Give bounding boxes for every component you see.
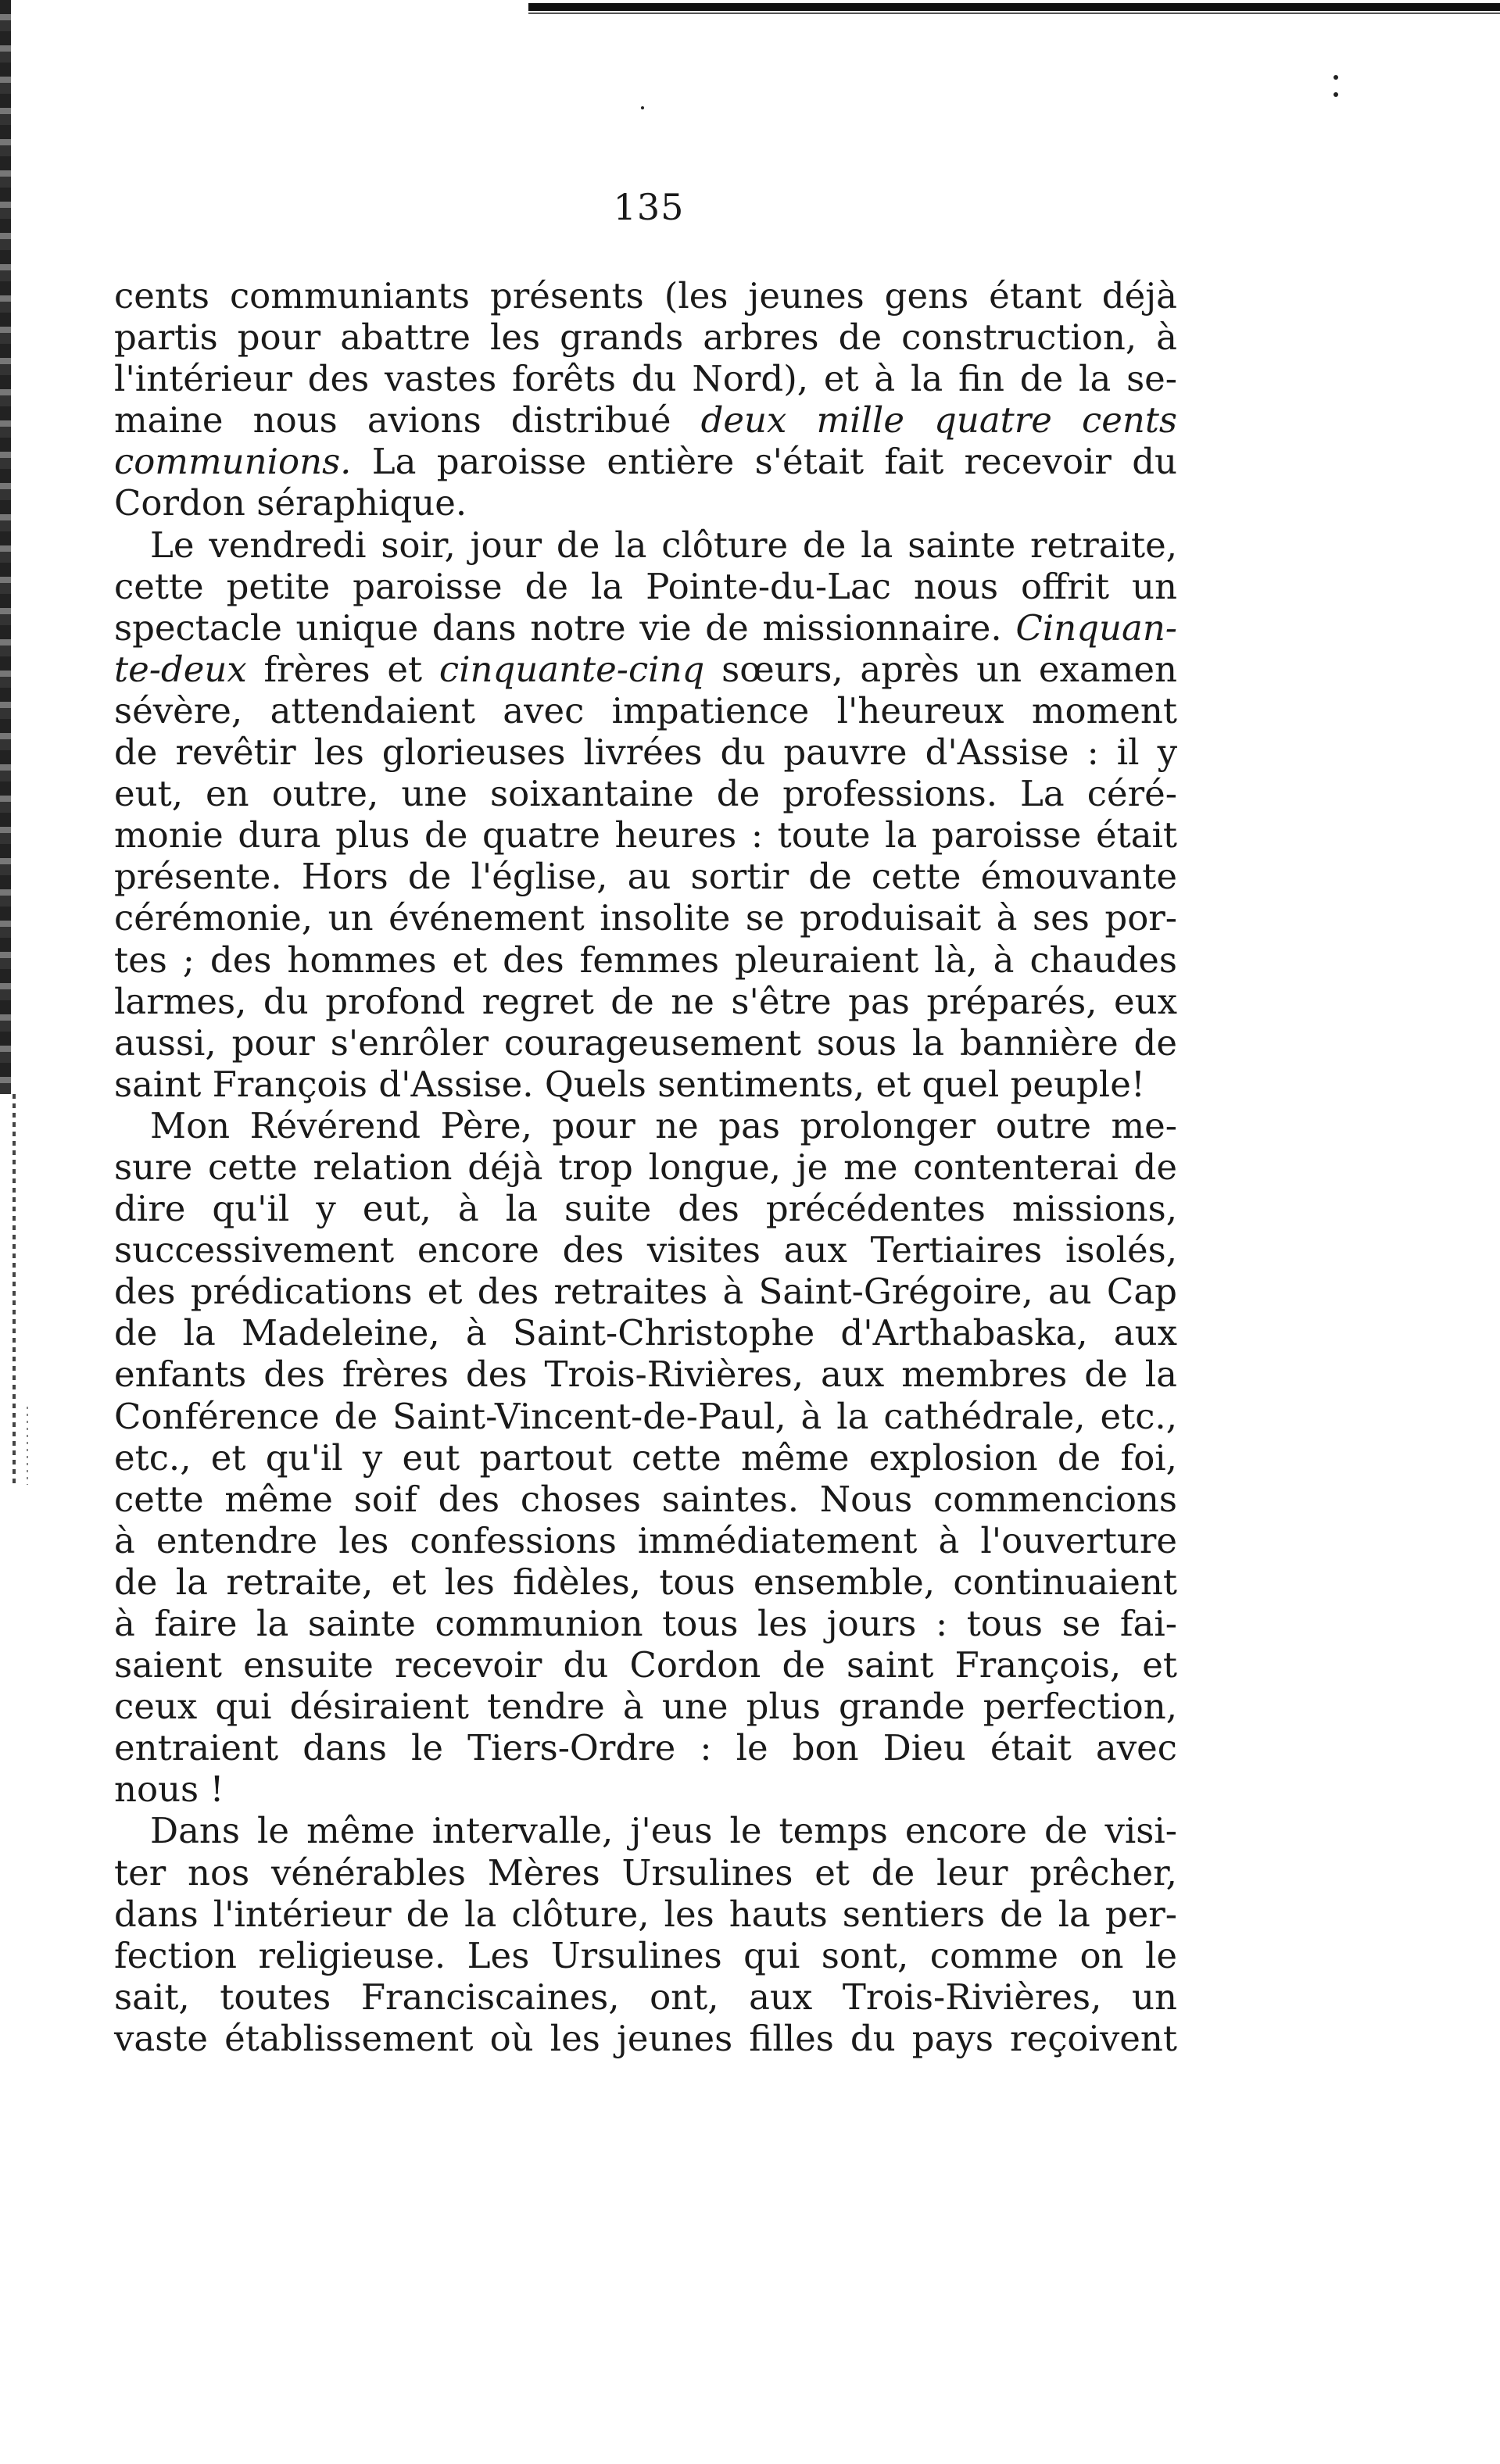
text-line [114, 607, 1177, 649]
text-line [114, 1976, 1177, 2018]
text-segment: sait, toutes Franciscaines, ont, aux Trois-Rivières, un [114, 1976, 1177, 2018]
scan-speck [1334, 75, 1338, 80]
left-scan-edge [0, 0, 11, 1094]
text-segment: sévère, attendaient avec impatience l'heureux moment [114, 689, 1177, 731]
text-line [114, 939, 1177, 981]
text-segment: dans l'intérieur de la clôture, les hauts sentiers de la per- [114, 1893, 1177, 1935]
text-line [114, 1852, 1177, 1894]
text-line [114, 1520, 1177, 1561]
text-line [114, 690, 1177, 731]
text-segment: sœurs, après un examen [704, 648, 1177, 690]
text-line [114, 566, 1177, 607]
text-line [114, 358, 1177, 399]
text-segment: de la retraite, et les fidèles, tous ensemble, continuaient [114, 1561, 1177, 1603]
scan-speck [641, 106, 644, 109]
text-line [114, 1561, 1177, 1603]
text-line [114, 2018, 1177, 2059]
text-line [114, 856, 1177, 897]
text-segment: à entendre les confessions immédiatement à l'ouverture [114, 1519, 1177, 1561]
text-segment: aussi, pour s'enrôler courageusement sous la bannière de [114, 1021, 1177, 1064]
text-line [114, 1768, 1177, 1810]
body-text [114, 275, 1177, 2059]
text-segment: Dans le même intervalle, j'eus le temps encore de visi- [150, 1810, 1177, 1852]
text-segment: de la Madeleine, à Saint-Christophe d'Arthabaska, aux [114, 1312, 1177, 1354]
text-line [114, 1312, 1177, 1354]
text-segment: présente. Hors de l'église, au sortir de cette émouvante [114, 856, 1177, 898]
text-segment: monie dura plus de quatre heures : toute la paroisse était [114, 814, 1177, 856]
text-line [114, 1437, 1177, 1479]
text-line [114, 1935, 1177, 1976]
text-line [114, 1022, 1177, 1064]
text-line [114, 1894, 1177, 1935]
text-segment: des prédications et des retraites à Saint-Grégoire, au Cap [114, 1271, 1177, 1313]
text-line [114, 316, 1177, 358]
top-scan-rule-thin [528, 13, 1500, 14]
text-segment: maine nous avions distribué [114, 399, 701, 442]
text-line [114, 1479, 1177, 1520]
left-scan-edge-faint [27, 1407, 28, 1485]
text-segment: successivement encore des visites aux Tertiaires isolés, [114, 1229, 1177, 1271]
text-line [114, 482, 1177, 524]
text-line [114, 1354, 1177, 1395]
text-line [114, 275, 1177, 316]
text-line [114, 1146, 1177, 1188]
text-segment: de revêtir les glorieuses livrées du pauvre d'Assise : il y [114, 731, 1177, 774]
italic-segment: Cinquan- [1015, 606, 1177, 649]
text-line [114, 524, 1177, 566]
italic-segment: communions. [114, 441, 352, 483]
text-segment: nous ! [114, 1768, 224, 1811]
text-segment: cette petite paroisse de la Pointe-du-Lac nous offrit un [114, 565, 1177, 607]
text-segment: partis pour abattre les grands arbres de construction, à [114, 316, 1177, 359]
text-line [114, 1229, 1177, 1271]
text-segment: La paroisse entière s'était fait recevoir du [351, 441, 1177, 483]
text-segment: dire qu'il y eut, à la suite des précédentes missions, [114, 1188, 1177, 1230]
text-segment: saint François d'Assise. Quels sentiments, et quel peuple! [114, 1063, 1145, 1105]
text-line [114, 1644, 1177, 1686]
text-line [114, 649, 1177, 690]
text-line [114, 1271, 1177, 1312]
text-line [114, 773, 1177, 814]
text-line [114, 441, 1177, 482]
text-segment: vaste établissement où les jeunes filles du pays reçoivent [114, 2017, 1177, 2059]
text-line [114, 1396, 1177, 1437]
italic-segment: te-deux [114, 648, 247, 690]
text-segment: Mon Révérend Père, pour ne pas prolonger outre me- [150, 1104, 1177, 1146]
italic-segment: deux mille quatre cents [700, 399, 1177, 442]
text-segment: fection religieuse. Les Ursulines qui sont, comme on le [114, 1934, 1177, 1976]
text-segment: frères et [246, 648, 439, 690]
scan-speck [1334, 92, 1338, 97]
text-segment: cents communiants présents (les jeunes gens étant déjà [114, 275, 1177, 316]
text-line [114, 1188, 1177, 1229]
text-line [114, 1727, 1177, 1768]
text-segment: saient ensuite recevoir du Cordon de saint François, et [114, 1644, 1177, 1686]
text-segment: cette même soif des choses saintes. Nous commencions [114, 1478, 1177, 1520]
text-line [114, 1603, 1177, 1644]
text-segment: enfants des frères des Trois-Rivières, aux membres de la [114, 1354, 1177, 1396]
text-segment: ter nos vénérables Mères Ursulines et de leur prêcher, [114, 1851, 1177, 1894]
text-line [114, 1686, 1177, 1727]
text-segment: spectacle unique dans notre vie de missionnaire. [114, 606, 1016, 649]
text-segment: Le vendredi soir, jour de la clôture de la sainte retraite, [150, 524, 1177, 566]
text-segment: Conférence de Saint-Vincent-de-Paul, à la cathédrale, etc., [114, 1395, 1177, 1437]
text-line [114, 1810, 1177, 1851]
text-line [114, 897, 1177, 939]
text-segment: etc., et qu'il y eut partout cette même explosion de foi, [114, 1436, 1177, 1479]
text-segment: eut, en outre, une soixantaine de professions. La céré- [114, 773, 1177, 815]
text-line [114, 1105, 1177, 1146]
text-line [114, 981, 1177, 1022]
text-line [114, 814, 1177, 856]
page-number: 135 [613, 186, 685, 228]
left-scan-edge-dotted [13, 1094, 16, 1485]
text-segment: sure cette relation déjà trop longue, je me contenterai de [114, 1146, 1177, 1188]
text-segment: à faire la sainte communion tous les jours : tous se fai- [114, 1603, 1177, 1644]
text-line [114, 399, 1177, 441]
text-segment: entraient dans le Tiers-Ordre : le bon Dieu était avec [114, 1727, 1177, 1769]
text-line [114, 731, 1177, 773]
text-segment: ceux qui désiraient tendre à une plus grande perfection, [114, 1686, 1177, 1728]
text-line [114, 1064, 1177, 1105]
text-segment: l'intérieur des vastes forêts du Nord), et à la fin de la se- [114, 358, 1177, 400]
italic-segment: cinquante-cinq [439, 648, 705, 690]
text-segment: cérémonie, un événement insolite se produisait à ses por- [114, 897, 1177, 939]
text-segment: Cordon séraphique. [114, 482, 467, 524]
text-segment: larmes, du profond regret de ne s'être pas préparés, eux [114, 980, 1177, 1022]
text-segment: tes ; des hommes et des femmes pleuraient là, à chaudes [114, 939, 1177, 981]
top-scan-rule [528, 3, 1500, 11]
